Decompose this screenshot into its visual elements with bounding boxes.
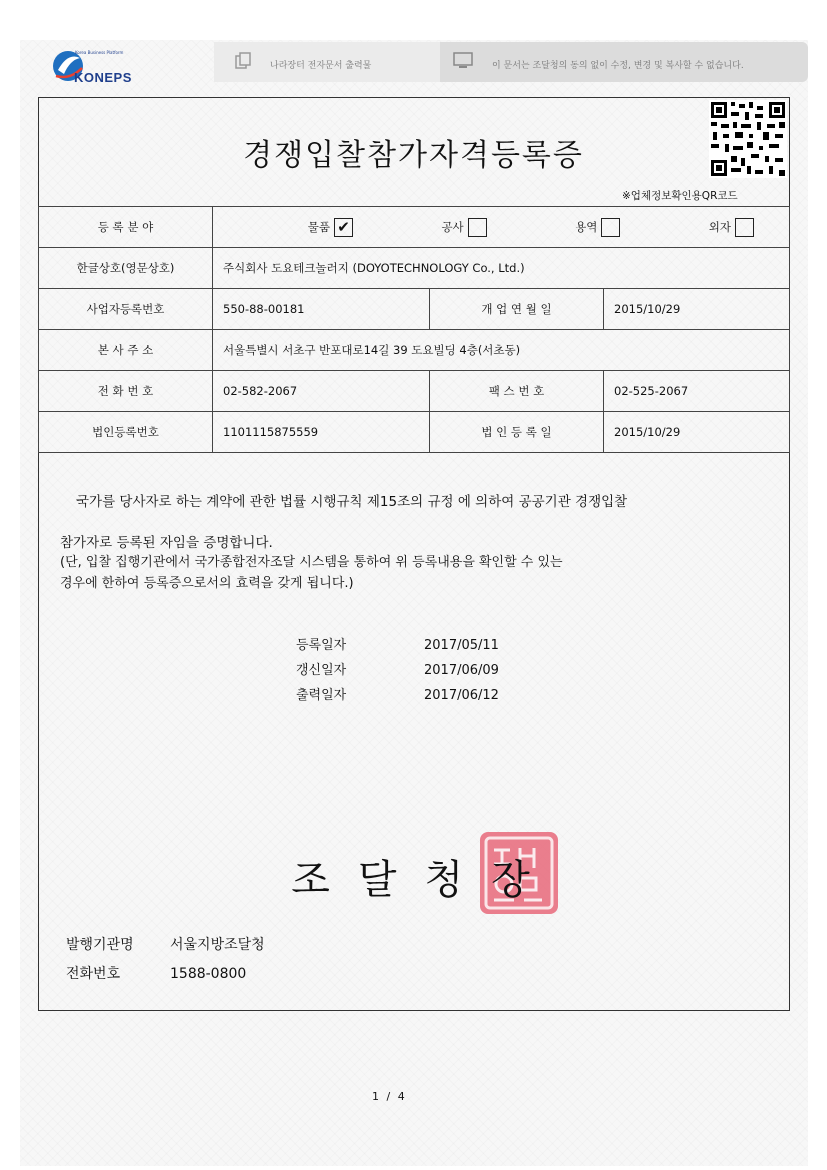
fax-label: 팩 스 번 호 bbox=[430, 371, 604, 412]
business-number-label: 사업자등록번호 bbox=[39, 289, 213, 330]
category-service-label: 용역 bbox=[575, 219, 598, 234]
open-date-value: 2015/10/29 bbox=[604, 289, 790, 330]
date-list bbox=[296, 634, 499, 709]
table-row bbox=[39, 248, 790, 289]
issuing-org-label: 발행기관명 bbox=[66, 937, 134, 953]
field-label: 등 록 분 야 bbox=[39, 207, 213, 248]
date-value: 2017/06/12 bbox=[424, 688, 499, 703]
phone-value: 02-582-2067 bbox=[213, 371, 430, 412]
qr-code-icon bbox=[709, 100, 787, 178]
open-date-label: 개 업 연 월 일 bbox=[430, 289, 604, 330]
date-label: 출력일자 bbox=[296, 688, 347, 703]
table-row bbox=[39, 412, 790, 453]
logo-subtitle: Korea Business Platform bbox=[75, 50, 124, 55]
category-goods bbox=[223, 218, 353, 237]
table-row bbox=[39, 207, 790, 248]
statement-line-4: 경우에 한하여 등록증으로서의 효력을 갖게 됩니다.) bbox=[60, 576, 354, 591]
category-construction bbox=[357, 218, 487, 237]
category-service-checkbox bbox=[601, 218, 620, 237]
date-row-renewed bbox=[296, 659, 499, 684]
corp-number-value: 1101115875559 bbox=[213, 412, 430, 453]
category-foreign-checkbox bbox=[735, 218, 754, 237]
table-row bbox=[39, 371, 790, 412]
banner-message-1: 나라장터 전자문서 출력물 bbox=[270, 61, 372, 71]
category-service bbox=[490, 218, 620, 237]
company-name-value: 주식회사 도요테크놀러지 (DOYOTECHNOLOGY Co., Ltd.) bbox=[213, 248, 790, 289]
category-construction-checkbox bbox=[468, 218, 487, 237]
statement-line-3: (단, 입찰 집행기관에서 국가종합전자조달 시스템을 통하여 위 등록내용을 확인할 수 있는 bbox=[60, 555, 563, 570]
contact-phone-label: 전화번호 bbox=[66, 966, 121, 982]
contact-phone-value: 1588-0800 bbox=[170, 966, 247, 982]
document-copy-icon bbox=[234, 52, 252, 70]
page-total: 4 bbox=[397, 1090, 407, 1103]
date-value: 2017/05/11 bbox=[424, 638, 499, 653]
page-separator: / bbox=[386, 1090, 393, 1103]
issuing-org-value: 서울지방조달청 bbox=[170, 937, 265, 953]
date-label: 등록일자 bbox=[296, 638, 347, 653]
date-row-printed bbox=[296, 684, 499, 709]
fax-value: 02-525-2067 bbox=[604, 371, 790, 412]
category-cell bbox=[213, 207, 790, 248]
corp-date-label: 법 인 등 록 일 bbox=[430, 412, 604, 453]
page-indicator bbox=[372, 1090, 407, 1103]
issuing-org bbox=[66, 934, 265, 954]
business-number-value: 550-88-00181 bbox=[213, 289, 430, 330]
statement-line-1: 국가를 당사자로 하는 계약에 관한 법률 시행규칙 제15조의 규정 에 의하여 공공기관 경쟁입찰 bbox=[76, 494, 628, 510]
company-name-label: 한글상호(영문상호) bbox=[39, 248, 213, 289]
banner-message-2: 이 문서는 조달청의 동의 없이 수정, 변경 및 복사할 수 없습니다. bbox=[492, 61, 744, 71]
category-goods-checkbox: ✔ bbox=[334, 218, 353, 237]
monitor-icon bbox=[452, 52, 474, 70]
category-goods-label: 물품 bbox=[307, 219, 330, 234]
category-foreign bbox=[624, 218, 754, 237]
qr-caption: ※업체정보확인용QR코드 bbox=[622, 190, 738, 202]
date-row-registered bbox=[296, 634, 499, 659]
table-row bbox=[39, 330, 790, 371]
contact-phone bbox=[66, 963, 246, 983]
issuer-name: 조달청장 bbox=[291, 857, 558, 903]
page-current: 1 bbox=[372, 1090, 381, 1103]
corp-date-value: 2015/10/29 bbox=[604, 412, 790, 453]
corp-number-label: 법인등록번호 bbox=[39, 412, 213, 453]
address-label: 본 사 주 소 bbox=[39, 330, 213, 371]
logo-brand: KONEPS bbox=[74, 70, 132, 85]
table-row bbox=[39, 289, 790, 330]
date-value: 2017/06/09 bbox=[424, 663, 499, 678]
registration-table bbox=[38, 206, 790, 453]
address-value: 서울특별시 서초구 반포대로14길 39 도요빌딩 4층(서초동) bbox=[213, 330, 790, 371]
date-label: 갱신일자 bbox=[296, 663, 347, 678]
phone-label: 전 화 번 호 bbox=[39, 371, 213, 412]
category-construction-label: 공사 bbox=[441, 219, 464, 234]
certificate-title: 경쟁입찰참가자격등록증 bbox=[243, 138, 584, 173]
category-foreign-label: 외자 bbox=[708, 219, 731, 234]
statement-line-2: 참가자로 등록된 자임을 증명합니다. bbox=[60, 535, 273, 551]
